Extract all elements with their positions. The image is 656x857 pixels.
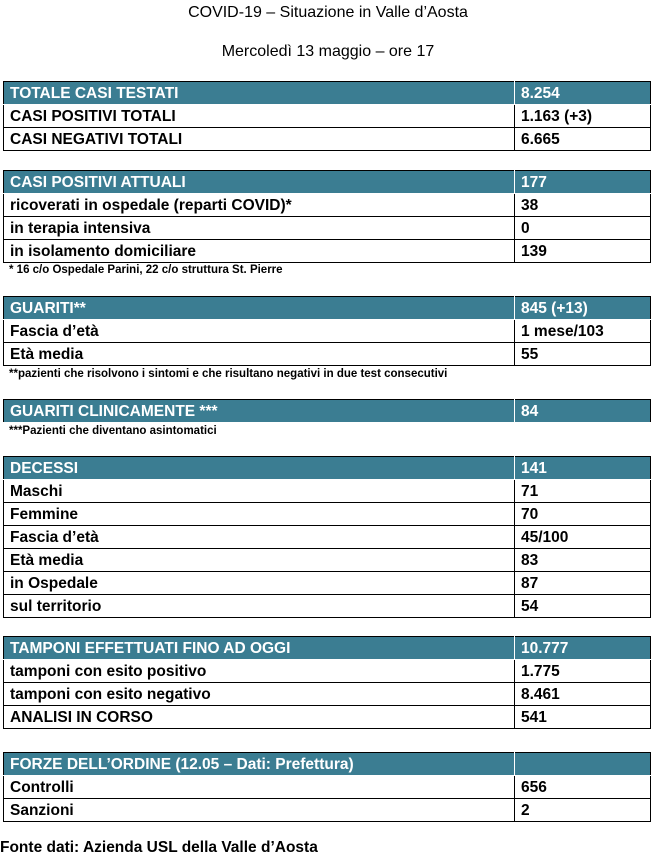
table-header-row xyxy=(4,753,651,776)
row-label: Età media xyxy=(4,549,515,572)
table-row xyxy=(4,240,651,263)
header-label: TOTALE CASI TESTATI xyxy=(4,82,515,105)
table-row xyxy=(4,776,651,799)
table-row xyxy=(4,706,651,729)
row-label: tamponi con esito negativo xyxy=(4,683,515,706)
table-row xyxy=(4,343,651,366)
table-header-row xyxy=(4,82,651,105)
table-guariti xyxy=(3,296,651,366)
row-value: 8.461 xyxy=(515,683,651,706)
header-label: FORZE DELL’ORDINE (12.05 – Dati: Prefettura) xyxy=(4,753,515,776)
table-row xyxy=(4,549,651,572)
row-label: in Ospedale xyxy=(4,572,515,595)
document-date: Mercoledì 13 maggio – ore 17 xyxy=(221,43,435,60)
table-forze-ordine xyxy=(3,752,651,822)
header-value: 84 xyxy=(515,400,651,423)
row-label: sul territorio xyxy=(4,595,515,618)
header-label: GUARITI CLINICAMENTE *** xyxy=(4,400,515,423)
table-header-row xyxy=(4,297,651,320)
table-row xyxy=(4,660,651,683)
table-row xyxy=(4,526,651,549)
row-label: Fascia d’età xyxy=(4,526,515,549)
row-label: Controlli xyxy=(4,776,515,799)
row-label: Femmine xyxy=(4,503,515,526)
header-value: 141 xyxy=(515,457,651,480)
table-header-row xyxy=(4,457,651,480)
row-label: Sanzioni xyxy=(4,799,515,822)
header-value: 177 xyxy=(515,171,651,194)
header-label: TAMPONI EFFETTUATI FINO AD OGGI xyxy=(4,637,515,660)
data-source: Fonte dati: Azienda USL della Valle d’Aosta xyxy=(0,839,318,856)
table-row xyxy=(4,217,651,240)
row-value: 0 xyxy=(515,217,651,240)
table-row xyxy=(4,683,651,706)
table-header-row xyxy=(4,637,651,660)
footnote-guariti: **pazienti che risolvono i sintomi e che risultano negativi in due test consecutivi xyxy=(9,368,448,380)
row-label: Fascia d’età xyxy=(4,320,515,343)
row-value: 2 xyxy=(515,799,651,822)
row-label: Maschi xyxy=(4,480,515,503)
row-value: 55 xyxy=(515,343,651,366)
table-guariti-clinicamente xyxy=(3,399,651,423)
row-value: 1 mese/103 xyxy=(515,320,651,343)
header-value: 8.254 xyxy=(515,82,651,105)
row-label: CASI NEGATIVI TOTALI xyxy=(4,128,515,151)
table-row xyxy=(4,194,651,217)
row-value: 139 xyxy=(515,240,651,263)
header-value xyxy=(515,753,651,776)
row-value: 54 xyxy=(515,595,651,618)
table-row xyxy=(4,799,651,822)
header-label: DECESSI xyxy=(4,457,515,480)
footnote-guariti-clinicamente: ***Pazienti che diventano asintomatici xyxy=(9,425,217,437)
table-casi-positivi-attuali xyxy=(3,170,651,263)
row-value: 1.775 xyxy=(515,660,651,683)
row-label: tamponi con esito positivo xyxy=(4,660,515,683)
row-value: 38 xyxy=(515,194,651,217)
table-row xyxy=(4,503,651,526)
header-value: 10.777 xyxy=(515,637,651,660)
table-row xyxy=(4,320,651,343)
row-value: 45/100 xyxy=(515,526,651,549)
row-label: in terapia intensiva xyxy=(4,217,515,240)
row-value: 656 xyxy=(515,776,651,799)
row-label: CASI POSITIVI TOTALI xyxy=(4,105,515,128)
table-header-row xyxy=(4,400,651,423)
row-label: ricoverati in ospedale (reparti COVID)* xyxy=(4,194,515,217)
row-label: Età media xyxy=(4,343,515,366)
table-row xyxy=(4,105,651,128)
document-title: COVID-19 – Situazione in Valle d’Aosta xyxy=(188,4,468,21)
table-tamponi xyxy=(3,636,651,729)
row-label: ANALISI IN CORSO xyxy=(4,706,515,729)
table-totale-casi xyxy=(3,81,651,151)
row-value: 541 xyxy=(515,706,651,729)
table-decessi xyxy=(3,456,651,618)
row-value: 70 xyxy=(515,503,651,526)
header-label: CASI POSITIVI ATTUALI xyxy=(4,171,515,194)
footnote-ricoverati: * 16 c/o Ospedale Parini, 22 c/o struttura St. Pierre xyxy=(9,264,283,276)
row-value: 71 xyxy=(515,480,651,503)
row-label: in isolamento domiciliare xyxy=(4,240,515,263)
table-row xyxy=(4,128,651,151)
row-value: 1.163 (+3) xyxy=(515,105,651,128)
header-value: 845 (+13) xyxy=(515,297,651,320)
row-value: 6.665 xyxy=(515,128,651,151)
table-row xyxy=(4,480,651,503)
row-value: 83 xyxy=(515,549,651,572)
table-row xyxy=(4,595,651,618)
header-label: GUARITI** xyxy=(4,297,515,320)
row-value: 87 xyxy=(515,572,651,595)
table-header-row xyxy=(4,171,651,194)
table-row xyxy=(4,572,651,595)
